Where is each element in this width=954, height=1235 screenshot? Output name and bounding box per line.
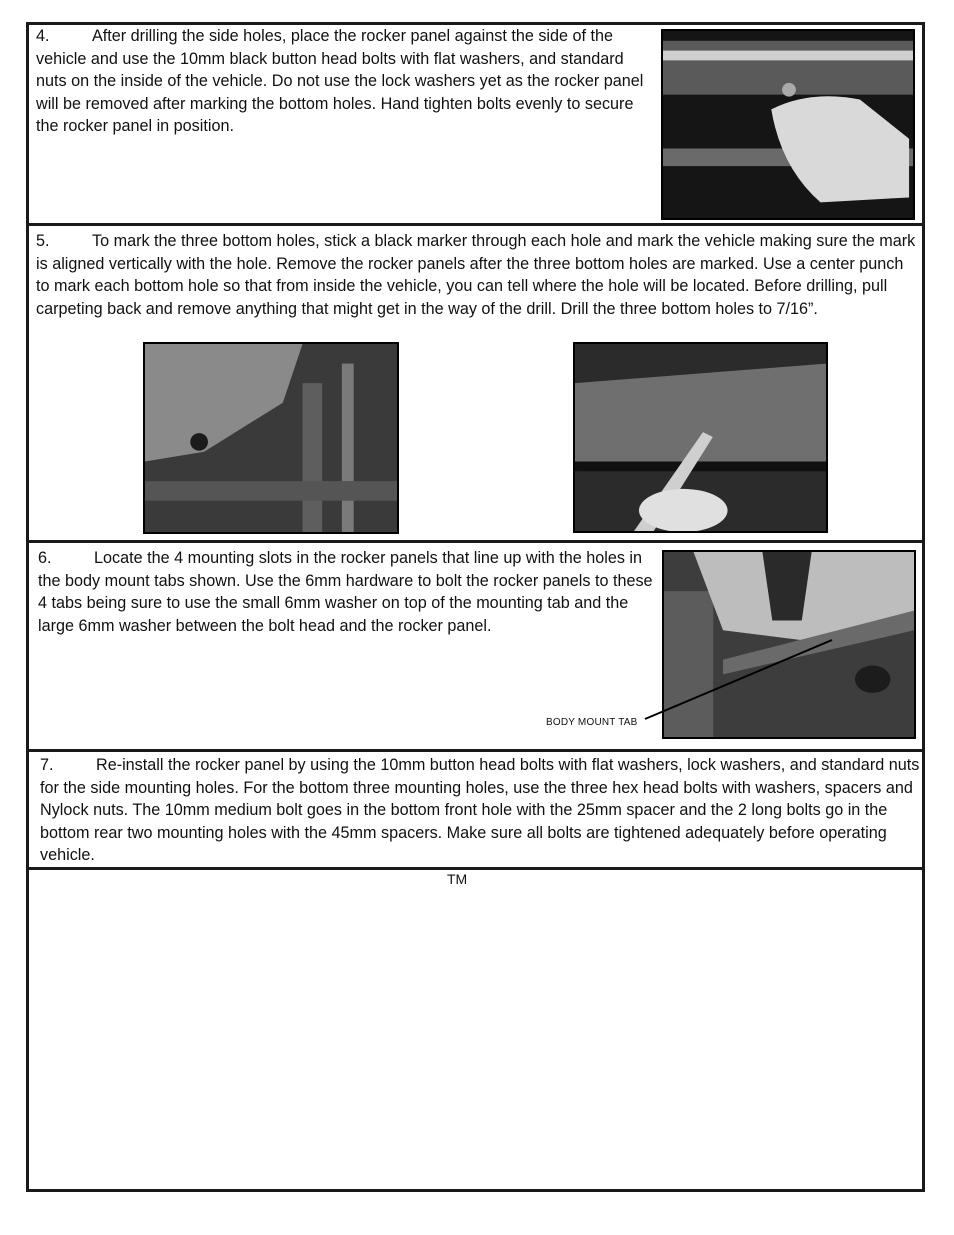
photo-body-mount-tab <box>662 550 916 739</box>
step-7 <box>40 754 920 867</box>
step-text: After drilling the side holes, place the rocker panel against the side of the vehicle and use the 10mm black button head bolts with flat washers, and standard nuts on the inside of the vehicle. Do not use the lock washers yet as the rocker panel will be removed after marking the bottom holes. Hand tighten bolts evenly to secure the rocker panel in position. <box>36 27 644 135</box>
step-number: 4. <box>36 27 50 45</box>
callout-body-mount-tab: BODY MOUNT TAB <box>546 717 638 728</box>
step-text: Re-install the rocker panel by using the 10mm button head bolts with flat washers, lock washers, and standard nuts for the side mounting holes. For the bottom three mounting holes, use the three hex head bolts with washers, spacers and Nylock nuts. The 10mm medium bolt goes in the bottom front hole with the 25mm spacer and the 2 long bolts go in the bottom rear two mounting holes with the 45mm spacers. Make sure all bolts are tightened adequately before operating vehicle. <box>40 756 920 864</box>
photo-marker-through-hole <box>573 342 828 533</box>
step-4 <box>36 25 658 138</box>
photo-rocker-panel-bolt <box>661 29 915 220</box>
step-number: 6. <box>38 549 52 567</box>
step-text: To mark the three bottom holes, stick a black marker through each hole and mark the vehicle making sure the mark is aligned vertically with the hole. Remove the rocker panels after the three bottom holes are marked. Use a center punch to mark each bottom hole so that from inside the vehicle, you can tell where the hole will be located. Before drilling, pull carpeting back and remove anything that might get in the way of the drill. Drill the three bottom holes to 7/16”. <box>36 232 916 318</box>
divider <box>26 223 925 226</box>
divider <box>26 749 925 752</box>
step-5 <box>36 230 916 320</box>
divider <box>26 867 925 870</box>
trademark-mark: TM <box>447 871 468 887</box>
step-text: Locate the 4 mounting slots in the rocker panels that line up with the holes in the body mount tabs shown. Use the 6mm hardware to bolt the rocker panels to these 4 tabs being sure to use the small 6mm washer on top of the mounting tab and the large 6mm washer between the bolt head and the rocker panel. <box>38 549 653 635</box>
step-number: 7. <box>40 756 54 774</box>
step-6 <box>38 547 658 637</box>
divider <box>26 540 925 543</box>
step-number: 5. <box>36 232 50 250</box>
photo-floor-pan-marking <box>143 342 399 534</box>
